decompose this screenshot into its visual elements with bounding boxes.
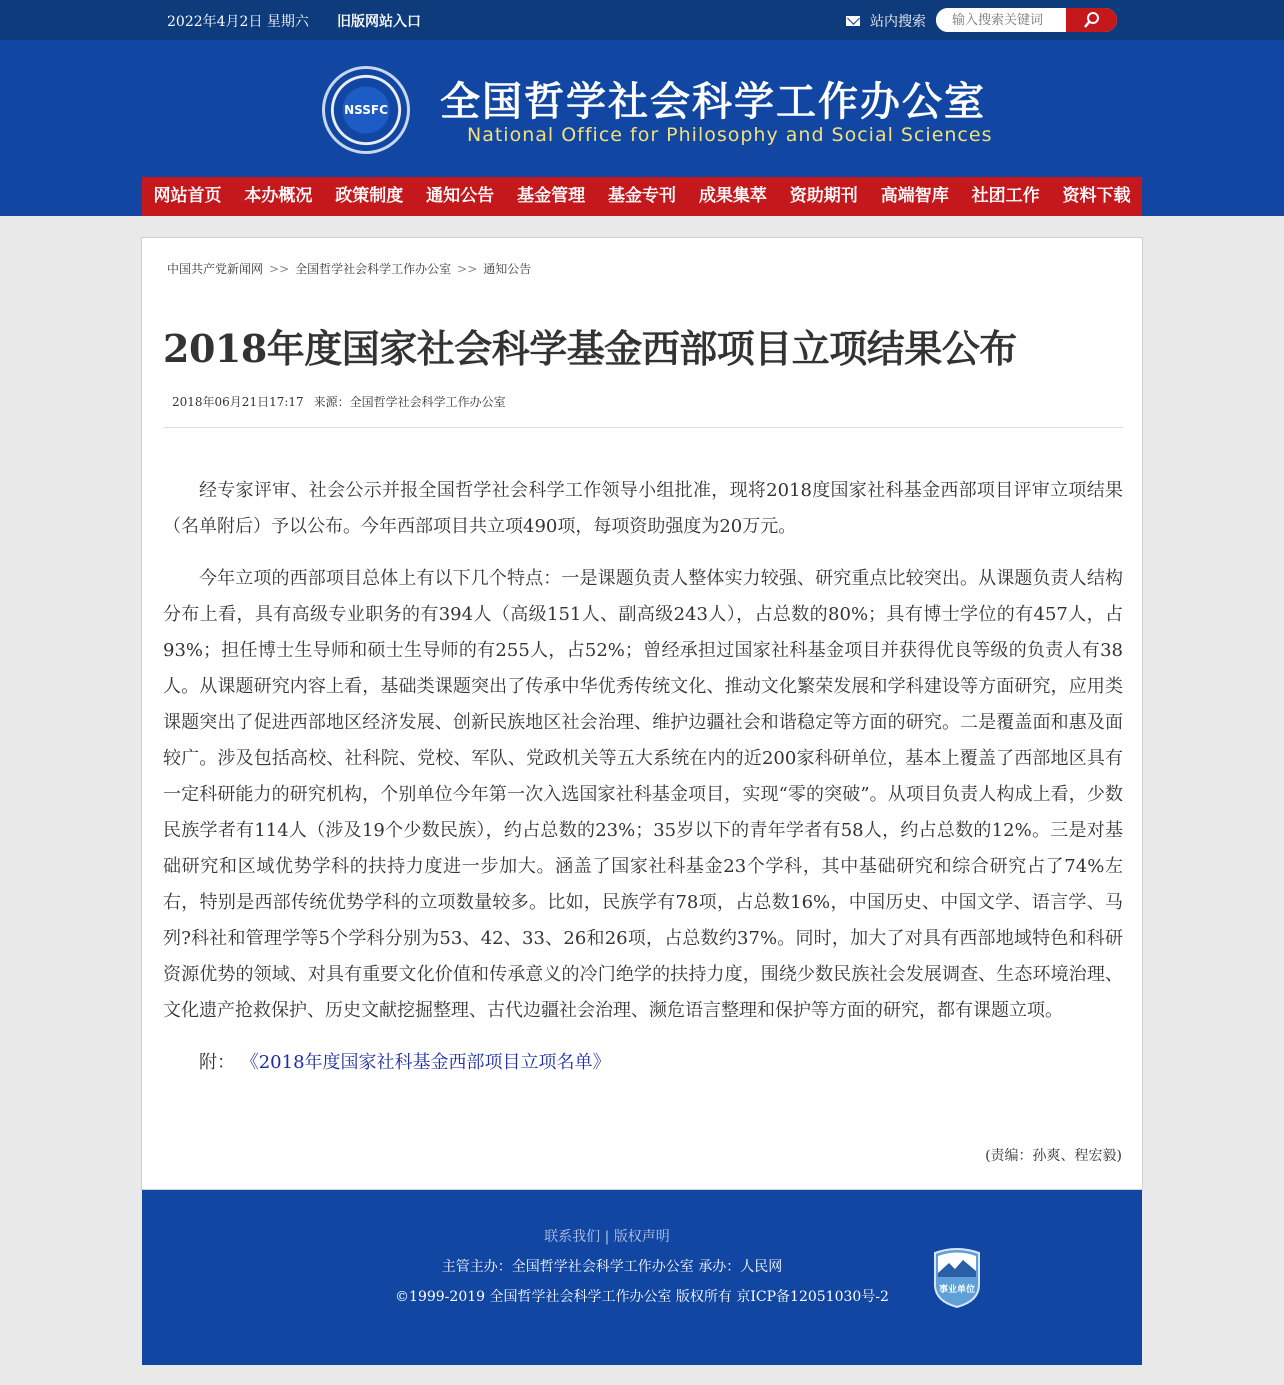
attachment-link[interactable]: 《2018年度国家社科基金西部项目立项名单》 [240, 1052, 611, 1073]
copyright-statement-link[interactable]: 版权声明 [613, 1229, 670, 1245]
search-box [936, 8, 1117, 32]
breadcrumb-item-party-news[interactable]: 中国共产党新闻网 [167, 262, 264, 276]
main-nav [142, 177, 1142, 216]
divider [163, 427, 1123, 428]
attachment-line [163, 1045, 1123, 1081]
article-paragraph: 今年立项的西部项目总体上有以下几个特点：一是课题负责人整体实力较强、研究重点比较突出。从课题负责人结构分布上看，具有高级专业职务的有394人（高级151人、副高级243人），占总数的80%；具有博士学位的有457人，占93%；担任博士生导师和硕士生导师的有255人，占52%；曾经承担过国家社科基金项目并获得优良等级的负责人有38人。从课题研究内容上看，基础类课题突出了传承中华优秀传统文化、推动文化繁荣发展和学科建设等方面研究，应用类课题突出了促进西部地区经济发展、创新民族地区社会治理、维护边疆社会和谐稳定等方面的研究。二是覆盖面和惠及面较广。涉及包括高校、社科院、党校、军队、党政机关等五大系统在内的近200家科研单位，基本上覆盖了西部地区具有一定科研能力的研究机构，个别单位今年第一次入选国家社科基金项目，实现“零的突破”。从项目负责人构成上看，少数民族学者有114人（涉及19个少数民族），约占总数的23%；35岁以下的青年学者有58人，约占总数的12%。三是对基础研究和区域优势学科的扶持力度进一步加大。涵盖了国家社科基金23个学科，其中基础研究和综合研究占了74%左右，特别是西部传统优势学科的立项数量较多。比如，民族学有78项，占总数16%，中国历史、中国文学、语言学、马列?科社和管理学等5个学科分别为53、42、33、26和26项，占总数约37%。同时，加大了对具有西部地域特色和科研资源优势的领域、对具有重要文化价值和传承意义的冷门绝学的扶持力度，围绕少数民族社会发展调查、生态环境治理、文化遗产抢救保护、历史文献挖掘整理、古代边疆社会治理、濒危语言整理和保护等方面的研究，都有课题立项。 [163, 568, 1123, 1021]
breadcrumb [167, 260, 531, 277]
search-input[interactable] [936, 8, 1066, 32]
site-title-cn: 全国哲学社会科学工作办公室 [440, 78, 986, 125]
nav-item-notices[interactable]: 通知公告 [426, 186, 495, 206]
nav-item-fund-journal[interactable]: 基金专刊 [607, 186, 676, 206]
contact-link[interactable]: 联系我们 [544, 1229, 601, 1245]
nav-wrapper [0, 177, 1284, 216]
site-search-label: 站内搜索 [870, 14, 926, 30]
breadcrumb-item-office[interactable]: 全国哲学社会科学工作办公室 [295, 262, 452, 276]
breadcrumb-item-notices[interactable]: 通知公告 [483, 262, 532, 276]
nav-item-home[interactable]: 网站首页 [153, 186, 222, 206]
nav-item-societies[interactable]: 社团工作 [971, 186, 1040, 206]
logo-text: NSSFC [344, 103, 388, 117]
nssfc-logo[interactable] [322, 66, 410, 154]
article-container [141, 237, 1143, 1190]
breadcrumb-separator: >> [269, 262, 290, 276]
top-bar [0, 0, 1284, 40]
public-institution-badge-icon[interactable] [931, 1247, 983, 1309]
editor-credit: (责编：孙爽、程宏毅) [985, 1148, 1122, 1164]
current-date: 2022年4月2日 星期六 [167, 14, 309, 30]
badge-text: 事业单位 [938, 1285, 976, 1295]
article-body [163, 473, 1123, 1097]
site-header [0, 40, 1284, 177]
article-paragraph: 经专家评审、社会公示并报全国哲学社会科学工作领导小组批准，现将2018度国家社科基金西部项目评审立项结果（名单附后）予以公布。今年西部项目共立项490项，每项资助强度为20万元。 [163, 480, 1123, 537]
article-meta [172, 393, 506, 410]
nav-item-policy[interactable]: 政策制度 [335, 186, 404, 206]
nav-item-think-tanks[interactable]: 高端智库 [880, 186, 949, 206]
breadcrumb-separator: >> [457, 262, 478, 276]
article-datetime: 2018年06月21日17:17 [172, 395, 304, 409]
nav-item-overview[interactable]: 本办概况 [244, 186, 313, 206]
footer-separator: | [600, 1229, 614, 1245]
attachment-label: 附： [199, 1052, 235, 1073]
nav-item-fund-management[interactable]: 基金管理 [517, 186, 586, 206]
nav-item-downloads[interactable]: 资料下载 [1062, 186, 1131, 206]
site-footer [142, 1190, 1142, 1365]
nav-item-funded-journals[interactable]: 资助期刊 [789, 186, 858, 206]
footer-links [142, 1226, 1072, 1246]
search-button[interactable] [1066, 8, 1117, 32]
mail-icon[interactable] [846, 16, 860, 26]
footer-copyright: ©1999-2019 全国哲学社会科学工作办公室 版权所有 京ICP备12051030号-2 [395, 1289, 889, 1305]
site-title-en: National Office for Philosophy and Social Sciences [467, 124, 993, 146]
article-source: 来源：全国哲学社会科学工作办公室 [313, 395, 506, 409]
search-icon [1083, 11, 1101, 29]
footer-sponsor: 主管主办：全国哲学社会科学工作办公室 承办：人民网 [441, 1259, 783, 1275]
old-site-link[interactable]: 旧版网站入口 [337, 14, 421, 30]
article-title: 2018年度国家社会科学基金西部项目立项结果公布 [163, 326, 1017, 371]
nav-item-achievements[interactable]: 成果集萃 [698, 186, 767, 206]
